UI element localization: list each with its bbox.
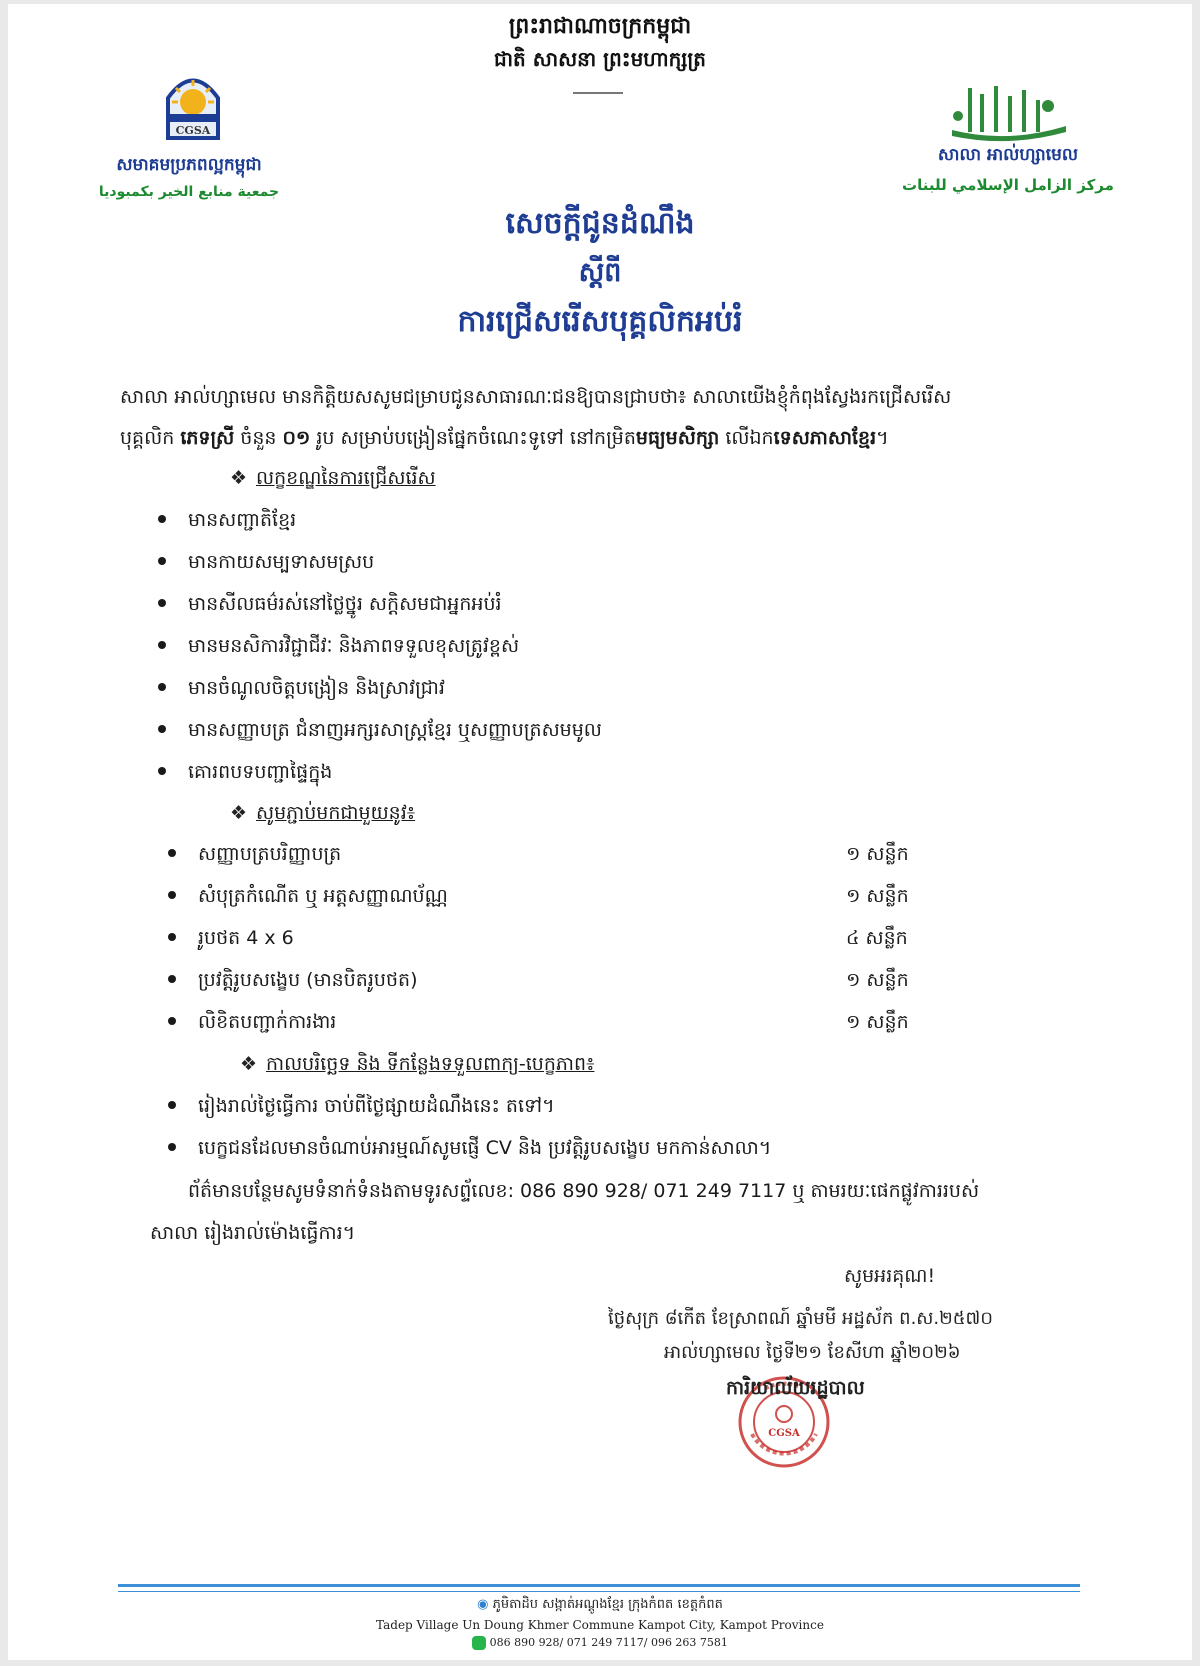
svg-text:CGSA: CGSA	[768, 1428, 800, 1439]
document-quantity: ១ សន្លឹក	[846, 885, 909, 907]
schedule-item: រៀងរាល់ថ្ងៃធ្វើការ ចាប់ពីថ្ងៃផ្សាយដំណឹងនេះ តទៅ។	[168, 1094, 555, 1122]
org-left-name-khmer: សមាគមប្រភពល្អកម្ពុជា	[116, 155, 262, 175]
solar-date: អាល់ហ្សាមេល ថ្ងៃទី២១ ខែសីហា ឆ្នាំ២០២៦	[664, 1342, 961, 1363]
office-signature-label: ការិយាល័យរដ្ឋបាល	[726, 1377, 865, 1399]
thanks-text: សូមអរគុណ!	[844, 1265, 936, 1287]
bullet-icon	[168, 1017, 176, 1025]
intro-gender: ភេទស្រី	[180, 427, 235, 449]
criteria-item: មានចំណូលចិត្តបង្រៀន និងស្រាវជ្រាវ	[158, 676, 445, 704]
document-quantity: ៤ សន្លឹក	[846, 927, 908, 949]
notice-page	[8, 4, 1192, 1660]
document-item: ប្រវត្តិរូបសង្ខេប (មានបិតរូបថត)	[168, 968, 418, 996]
national-motto: ជាតិ សាសនា ព្រះមហាក្សត្រ	[494, 47, 706, 71]
document-item: សញ្ញាបត្របរិញ្ញាបត្រ	[168, 842, 341, 870]
criteria-item: មានកាយសម្បទាសមស្រប	[158, 550, 374, 578]
intro-line-2	[120, 425, 889, 451]
ornament-divider	[573, 92, 623, 94]
whatsapp-icon	[472, 1636, 486, 1650]
kingdom-heading: ព្រះរាជាណាចក្រកម្ពុជា	[508, 14, 692, 39]
notice-subtitle-about: ស្តីពី	[578, 257, 622, 288]
intro-level: មធ្យមសិក្សា	[635, 427, 720, 449]
footer-divider-thin	[118, 1591, 1080, 1592]
footer-divider	[118, 1584, 1080, 1587]
intro-text: ចំនួន	[234, 427, 283, 449]
org-left-name-arabic: جمعية منابع الخير بكمبوديا	[98, 184, 280, 200]
bullet-icon	[158, 557, 166, 565]
document-quantity: ១ សន្លឹក	[846, 1011, 909, 1033]
footer-phones: 086 890 928/ 071 249 7117/ 096 263 7581	[8, 1636, 1192, 1650]
bullet-icon	[158, 599, 166, 607]
diamond-bullet-icon: ❖	[230, 467, 248, 489]
org-right-name-arabic: مركز الزامل الإسلامي للبنات	[902, 176, 1114, 194]
intro-text: បុគ្គលិក	[120, 427, 181, 449]
bullet-icon	[168, 1101, 176, 1109]
criteria-item: គោរពបទបញ្ជាផ្ទៃក្នុង	[158, 760, 332, 788]
diamond-bullet-icon: ❖	[240, 1053, 258, 1075]
bullet-icon	[168, 891, 176, 899]
document-quantity: ១ សន្លឹក	[846, 843, 909, 865]
bullet-icon	[168, 1143, 176, 1151]
document-item: រូបថត 4 x 6	[168, 926, 294, 954]
document-quantity: ១ សន្លឹក	[846, 969, 909, 991]
documents-heading: ❖ សូមភ្ជាប់មកជាមួយនូវ៖	[230, 802, 416, 824]
document-item: លិខិតបញ្ជាក់ការងារ	[168, 1010, 336, 1038]
bullet-icon	[158, 683, 166, 691]
location-pin-icon: ◉	[477, 1597, 489, 1612]
intro-count: ០១	[282, 427, 311, 449]
intro-text: ។	[876, 427, 889, 449]
alzamel-calligraphy-logo	[938, 82, 1078, 142]
document-item: សំបុត្រកំណើត ឬ អត្តសញ្ញាណប័ណ្ណ	[168, 884, 448, 912]
criteria-heading: ❖ លក្ខខណ្ឌនៃការជ្រើសរើស	[230, 467, 436, 489]
footer-address-english: Tadep Village Un Doung Khmer Commune Kampot City, Kampot Province	[376, 1618, 824, 1632]
logo-code: CGSA	[175, 124, 211, 137]
intro-subject: ទេសភាសាខ្មែរ	[773, 427, 877, 449]
bullet-icon	[158, 767, 166, 775]
intro-line-1: សាលា អាល់ហ្សាមេល មានកិត្តិយសសូមជម្រាបជូនសាធារណៈជនឱ្យបានជ្រាបថា៖ សាលាយើងខ្ញុំកំពុងស្វែងរកជ្រើសរើស	[120, 386, 952, 408]
contact-line-1: ព័ត៌មានបន្ថែមសូមទំនាក់ទំនងតាមទូរសព្ទ័លេខ: 086 890 928/ 071 249 7117 ឬ តាមរយៈផេកផ្លូវការរបស់	[188, 1180, 980, 1202]
bullet-icon	[168, 849, 176, 857]
notice-title: សេចក្តីជូនដំណឹង	[505, 206, 695, 241]
criteria-item: មានសញ្ញាបត្រ ជំនាញអក្សរសាស្ត្រខ្មែរ ឬសញ្ញាបត្រសមមូល	[158, 718, 602, 746]
schedule-heading: ❖ កាលបរិច្ឆេទ និង ទីកន្លែងទទួលពាក្យ-បេក្ខភាព៖	[240, 1053, 595, 1075]
lunar-date: ថ្ងៃសុក្រ ៨កើត ខែស្រាពណ៍ ឆ្នាំមមី អដ្ឋស័ក ព.ស.២៥៧០	[608, 1308, 994, 1329]
bullet-icon	[158, 725, 166, 733]
footer-address-khmer: ◉ ភូមិតាដិប សង្កាត់អណ្តូងខ្មែរ ក្រុងកំពត ខេត្តកំពត	[477, 1597, 723, 1612]
bullet-icon	[158, 641, 166, 649]
intro-text: លើឯក	[719, 427, 774, 449]
criteria-item: មានសីលធម៌រស់នៅថ្លៃថ្នូរ សក្តិសមជាអ្នកអប់រំ	[158, 592, 502, 620]
intro-text: រូប សម្រាប់បង្រៀនផ្នែកចំណេះទូទៅ នៅកម្រិត	[310, 427, 636, 449]
bullet-icon	[158, 515, 166, 523]
contact-line-2: សាលា រៀងរាល់ម៉ោងធ្វើការ។	[150, 1222, 356, 1244]
diamond-bullet-icon: ❖	[230, 802, 248, 824]
notice-subject: ការជ្រើសរើសបុគ្គលិកអប់រំ	[457, 304, 743, 339]
criteria-item: មានសញ្ជាតិខ្មែរ	[158, 508, 296, 536]
bullet-icon	[168, 933, 176, 941]
org-right-name-khmer: សាលា អាល់ហ្សាមេល	[937, 145, 1079, 165]
criteria-item: មានមនសិការវិជ្ជាជីវៈ និងភាពទទួលខុសត្រូវខ្ពស់	[158, 634, 519, 662]
cgsa-logo	[148, 68, 238, 148]
schedule-item: បេក្ខជនដែលមានចំណាប់អារម្មណ៍សូមផ្ញើ CV និង ប្រវត្តិរូបសង្ខេប មកកាន់សាលា។	[168, 1136, 771, 1164]
bullet-icon	[168, 975, 176, 983]
